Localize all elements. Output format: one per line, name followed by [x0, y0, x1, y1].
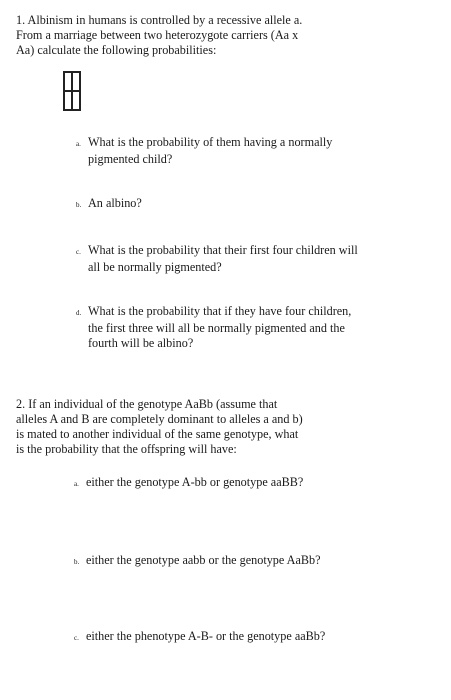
question-1-stem	[16, 13, 302, 58]
question-2-part-c	[74, 629, 325, 646]
part-text: either the phenotype A-B- or the genotype aaBb?	[86, 629, 326, 643]
part-text: An albino?	[88, 196, 142, 210]
part-text: all be normally pigmented?	[88, 260, 222, 274]
question-2-line: is mated to another individual of the same genotype, what	[16, 427, 299, 441]
question-2-stem	[16, 397, 303, 457]
question-1-line: From a marriage between two heterozygote carriers (Aa x	[16, 28, 299, 42]
question-1-part-a	[76, 135, 332, 167]
question-2-line: alleles A and B are completely dominant to alleles a and b)	[16, 412, 303, 426]
part-letter: d.	[76, 309, 82, 317]
question-1-part-d	[76, 304, 351, 351]
question-1-part-c	[76, 243, 358, 275]
punnett-cell	[72, 72, 80, 91]
part-text: the first three will all be normally pigmented and the	[88, 321, 345, 335]
part-letter: c.	[76, 248, 81, 256]
part-text: pigmented child?	[88, 152, 173, 166]
question-1-line: 1. Albinism in humans is controlled by a recessive allele a.	[16, 13, 303, 27]
punnett-cell	[72, 91, 80, 110]
part-letter: b.	[74, 558, 80, 566]
part-text: What is the probability that if they have four children,	[88, 304, 352, 318]
punnett-square	[63, 71, 81, 111]
question-1-part-b	[76, 196, 142, 213]
part-letter: a.	[74, 480, 79, 488]
part-letter: c.	[74, 634, 79, 642]
part-letter: a.	[76, 140, 81, 148]
punnett-cell	[64, 91, 72, 110]
part-text: What is the probability that their first four children will	[88, 243, 358, 257]
punnett-cell	[64, 72, 72, 91]
part-text: either the genotype aabb or the genotype AaBb?	[86, 553, 321, 567]
question-2-part-a	[74, 475, 303, 492]
part-text: fourth will be albino?	[88, 336, 194, 350]
question-2-part-b	[74, 553, 321, 570]
part-letter: b.	[76, 201, 82, 209]
part-text: either the genotype A-bb or genotype aaBB?	[86, 475, 304, 489]
question-1-line: Aa) calculate the following probabilities:	[16, 43, 217, 57]
question-2-line: is the probability that the offspring will have:	[16, 442, 237, 456]
part-text: What is the probability of them having a normally	[88, 135, 333, 149]
question-2-line: 2. If an individual of the genotype AaBb (assume that	[16, 397, 278, 411]
